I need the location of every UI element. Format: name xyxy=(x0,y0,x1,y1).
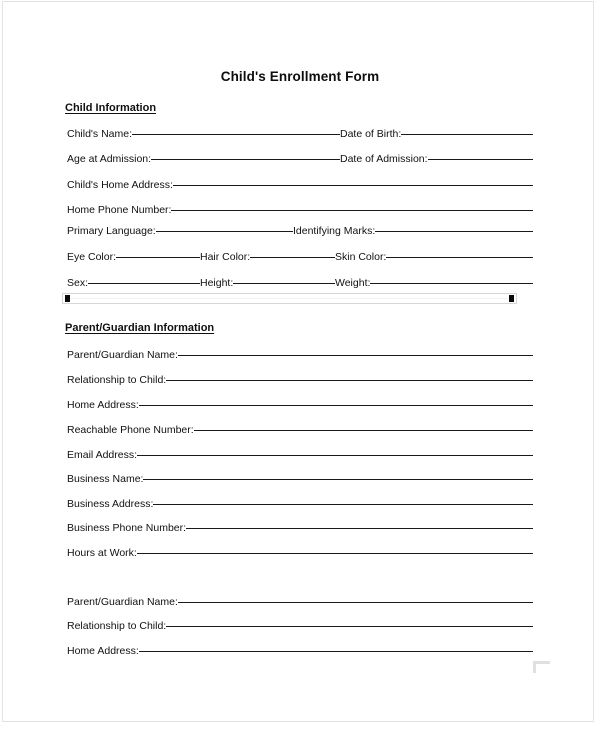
form-field-hours-at-work[interactable] xyxy=(67,545,533,561)
selected-horizontal-line-object[interactable] xyxy=(62,293,517,304)
field-input-line[interactable] xyxy=(88,283,200,284)
field-label: Parent/Guardian Name: xyxy=(67,596,178,608)
field-input-line[interactable] xyxy=(386,257,533,258)
form-field-hair-color[interactable] xyxy=(200,249,335,265)
field-label: Hours at Work: xyxy=(67,547,137,559)
field-label: Hair Color: xyxy=(200,251,251,263)
form-field-row xyxy=(67,471,533,487)
form-field-row xyxy=(67,223,533,239)
field-input-line[interactable] xyxy=(156,231,293,232)
form-field-eye-color[interactable] xyxy=(67,249,200,265)
field-label: Age at Admission: xyxy=(67,153,152,165)
form-field-row xyxy=(67,422,533,438)
form-field-row xyxy=(67,520,533,536)
field-input-line[interactable] xyxy=(143,479,533,480)
form-field-parent-guardian-name[interactable] xyxy=(67,594,533,610)
field-input-line[interactable] xyxy=(137,455,533,456)
field-input-line[interactable] xyxy=(132,134,340,135)
form-field-business-name[interactable] xyxy=(67,471,533,487)
form-field-row xyxy=(67,126,533,142)
field-input-line[interactable] xyxy=(186,528,533,529)
form-field-business-phone-number[interactable] xyxy=(67,520,533,536)
form-field-relationship-to-child[interactable] xyxy=(67,618,533,634)
field-input-line[interactable] xyxy=(139,405,533,406)
form-field-row xyxy=(67,496,533,512)
page-title: Child's Enrollment Form xyxy=(220,69,380,84)
form-field-reachable-phone-number[interactable] xyxy=(67,422,533,438)
field-label: Eye Color: xyxy=(67,251,117,263)
form-field-parent-guardian-name[interactable] xyxy=(67,347,533,363)
form-field-row xyxy=(67,275,533,291)
form-field-row xyxy=(67,177,533,193)
divider-rule xyxy=(66,298,513,299)
field-label: Child's Name: xyxy=(67,128,133,140)
field-input-line[interactable] xyxy=(250,257,335,258)
form-field-row xyxy=(67,594,533,610)
field-label: Home Address: xyxy=(67,645,139,657)
form-field-business-address[interactable] xyxy=(67,496,533,512)
form-field-date-of-admission[interactable] xyxy=(340,151,533,167)
form-field-home-address[interactable] xyxy=(67,397,533,413)
form-field-row xyxy=(67,151,533,167)
field-input-line[interactable] xyxy=(137,553,533,554)
field-input-line[interactable] xyxy=(401,134,533,135)
field-label: Height: xyxy=(200,277,234,289)
field-input-line[interactable] xyxy=(428,159,533,160)
field-input-line[interactable] xyxy=(233,283,335,284)
form-field-email-address[interactable] xyxy=(67,447,533,463)
field-label: Home Phone Number: xyxy=(67,204,172,216)
form-field-row xyxy=(67,447,533,463)
form-field-home-address[interactable] xyxy=(67,643,533,659)
field-input-line[interactable] xyxy=(139,651,533,652)
field-label: Relationship to Child: xyxy=(67,620,167,632)
field-input-line[interactable] xyxy=(194,430,533,431)
field-label: Business Name: xyxy=(67,473,144,485)
field-label: Primary Language: xyxy=(67,225,156,237)
form-field-row xyxy=(67,545,533,561)
field-label: Business Phone Number: xyxy=(67,522,187,534)
form-field-height[interactable] xyxy=(200,275,335,291)
section-heading-parent-guardian-information: Parent/Guardian Information xyxy=(65,322,215,334)
field-label: Child's Home Address: xyxy=(67,179,173,191)
field-label: Home Address: xyxy=(67,399,139,411)
form-field-skin-color[interactable] xyxy=(335,249,533,265)
field-input-line[interactable] xyxy=(178,355,533,356)
page-margin-corner-mark xyxy=(533,661,550,673)
form-field-row xyxy=(67,202,533,218)
field-input-line[interactable] xyxy=(166,626,533,627)
form-field-row xyxy=(67,249,533,265)
field-label: Sex: xyxy=(67,277,89,289)
form-field-age-at-admission[interactable] xyxy=(67,151,340,167)
field-input-line[interactable] xyxy=(153,504,533,505)
form-field-row xyxy=(67,397,533,413)
field-input-line[interactable] xyxy=(173,185,533,186)
form-field-date-of-birth[interactable] xyxy=(340,126,533,142)
field-label: Business Address: xyxy=(67,498,154,510)
field-input-line[interactable] xyxy=(370,283,533,284)
field-input-line[interactable] xyxy=(171,210,533,211)
field-input-line[interactable] xyxy=(151,159,340,160)
form-field-row xyxy=(67,347,533,363)
field-input-line[interactable] xyxy=(116,257,200,258)
form-field-child-s-home-address[interactable] xyxy=(67,177,533,193)
resize-handle-right[interactable] xyxy=(509,295,514,302)
field-label: Relationship to Child: xyxy=(67,374,167,386)
form-field-row xyxy=(67,618,533,634)
form-field-child-s-name[interactable] xyxy=(67,126,340,142)
field-label: Date of Birth: xyxy=(340,128,402,140)
field-label: Skin Color: xyxy=(335,251,387,263)
resize-handle-left[interactable] xyxy=(65,295,70,302)
field-label: Reachable Phone Number: xyxy=(67,424,194,436)
form-field-home-phone-number[interactable] xyxy=(67,202,533,218)
field-input-line[interactable] xyxy=(178,602,533,603)
form-field-row xyxy=(67,643,533,659)
field-input-line[interactable] xyxy=(166,380,533,381)
field-label: Weight: xyxy=(335,277,371,289)
field-label: Email Address: xyxy=(67,449,138,461)
field-input-line[interactable] xyxy=(375,231,533,232)
form-field-identifying-marks[interactable] xyxy=(293,223,533,239)
form-field-row xyxy=(67,372,533,388)
field-label: Identifying Marks: xyxy=(293,225,376,237)
field-label: Date of Admission: xyxy=(340,153,428,165)
form-field-sex[interactable] xyxy=(67,275,200,291)
corner-mark-vertical-bar xyxy=(533,661,536,673)
field-label: Parent/Guardian Name: xyxy=(67,349,178,361)
form-field-primary-language[interactable] xyxy=(67,223,293,239)
form-field-weight[interactable] xyxy=(335,275,533,291)
section-heading-child-information: Child Information xyxy=(65,102,157,114)
form-field-relationship-to-child[interactable] xyxy=(67,372,533,388)
